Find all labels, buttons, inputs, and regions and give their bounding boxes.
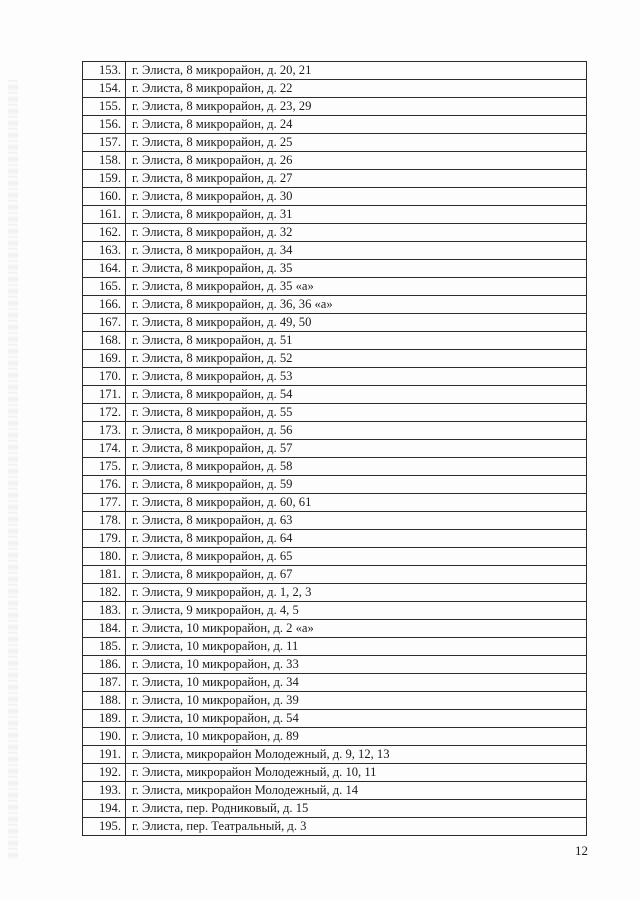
- table-row: [83, 134, 587, 152]
- row-number-cell: 166.: [83, 296, 126, 314]
- table-row: [83, 710, 587, 728]
- row-number-cell: 192.: [83, 764, 126, 782]
- row-number-cell: 177.: [83, 494, 126, 512]
- address-cell: г. Элиста, 8 микрорайон, д. 49, 50: [126, 314, 587, 332]
- row-number-cell: 171.: [83, 386, 126, 404]
- address-cell: г. Элиста, 8 микрорайон, д. 64: [126, 530, 587, 548]
- row-number-cell: 188.: [83, 692, 126, 710]
- address-cell: г. Элиста, 8 микрорайон, д. 36, 36 «а»: [126, 296, 587, 314]
- row-number-cell: 160.: [83, 188, 126, 206]
- row-number-cell: 178.: [83, 512, 126, 530]
- table-row: [83, 170, 587, 188]
- row-number-cell: 190.: [83, 728, 126, 746]
- table-row: [83, 620, 587, 638]
- row-number-cell: 179.: [83, 530, 126, 548]
- page-number: 12: [575, 843, 588, 858]
- table-row: [83, 566, 587, 584]
- row-number-cell: 174.: [83, 440, 126, 458]
- table-row: [83, 80, 587, 98]
- address-cell: г. Элиста, 9 микрорайон, д. 1, 2, 3: [126, 584, 587, 602]
- table-row: [83, 242, 587, 260]
- scan-edge-artifact: [8, 80, 18, 860]
- table-row: [83, 638, 587, 656]
- row-number-cell: 155.: [83, 98, 126, 116]
- row-number-cell: 159.: [83, 170, 126, 188]
- address-cell: г. Элиста, 8 микрорайон, д. 52: [126, 350, 587, 368]
- address-cell: г. Элиста, 8 микрорайон, д. 53: [126, 368, 587, 386]
- table-row: [83, 674, 587, 692]
- row-number-cell: 193.: [83, 782, 126, 800]
- address-cell: г. Элиста, 10 микрорайон, д. 39: [126, 692, 587, 710]
- row-number-cell: 170.: [83, 368, 126, 386]
- table-row: [83, 656, 587, 674]
- address-cell: г. Элиста, 10 микрорайон, д. 2 «а»: [126, 620, 587, 638]
- address-cell: г. Элиста, 8 микрорайон, д. 22: [126, 80, 587, 98]
- row-number-cell: 181.: [83, 566, 126, 584]
- address-cell: г. Элиста, 8 микрорайон, д. 58: [126, 458, 587, 476]
- address-cell: г. Элиста, 8 микрорайон, д. 27: [126, 170, 587, 188]
- address-cell: г. Элиста, 10 микрорайон, д. 11: [126, 638, 587, 656]
- table-row: [83, 116, 587, 134]
- address-cell: г. Элиста, микрорайон Молодежный, д. 10, 11: [126, 764, 587, 782]
- row-number-cell: 169.: [83, 350, 126, 368]
- table-row: [83, 512, 587, 530]
- table-row: [83, 386, 587, 404]
- table-row: [83, 692, 587, 710]
- address-cell: г. Элиста, 8 микрорайон, д. 65: [126, 548, 587, 566]
- address-cell: г. Элиста, 8 микрорайон, д. 35: [126, 260, 587, 278]
- address-cell: г. Элиста, 8 микрорайон, д. 54: [126, 386, 587, 404]
- address-table: [82, 61, 587, 836]
- row-number-cell: 187.: [83, 674, 126, 692]
- row-number-cell: 195.: [83, 818, 126, 836]
- table-row: [83, 764, 587, 782]
- address-cell: г. Элиста, 8 микрорайон, д. 31: [126, 206, 587, 224]
- row-number-cell: 189.: [83, 710, 126, 728]
- table-row: [83, 260, 587, 278]
- table-row: [83, 206, 587, 224]
- table-row: [83, 530, 587, 548]
- row-number-cell: 161.: [83, 206, 126, 224]
- row-number-cell: 191.: [83, 746, 126, 764]
- table-row: [83, 458, 587, 476]
- table-row: [83, 62, 587, 80]
- row-number-cell: 154.: [83, 80, 126, 98]
- row-number-cell: 153.: [83, 62, 126, 80]
- address-cell: г. Элиста, 8 микрорайон, д. 60, 61: [126, 494, 587, 512]
- row-number-cell: 175.: [83, 458, 126, 476]
- address-cell: г. Элиста, 10 микрорайон, д. 89: [126, 728, 587, 746]
- address-cell: г. Элиста, 8 микрорайон, д. 24: [126, 116, 587, 134]
- table-row: [83, 350, 587, 368]
- address-table-body: [83, 62, 587, 836]
- table-row: [83, 800, 587, 818]
- address-cell: г. Элиста, 8 микрорайон, д. 59: [126, 476, 587, 494]
- table-row: [83, 278, 587, 296]
- row-number-cell: 182.: [83, 584, 126, 602]
- row-number-cell: 186.: [83, 656, 126, 674]
- address-cell: г. Элиста, 8 микрорайон, д. 25: [126, 134, 587, 152]
- table-row: [83, 602, 587, 620]
- table-row: [83, 584, 587, 602]
- table-row: [83, 548, 587, 566]
- address-cell: г. Элиста, 8 микрорайон, д. 23, 29: [126, 98, 587, 116]
- address-cell: г. Элиста, пер. Театральный, д. 3: [126, 818, 587, 836]
- table-row: [83, 440, 587, 458]
- table-row: [83, 494, 587, 512]
- table-row: [83, 188, 587, 206]
- address-cell: г. Элиста, 8 микрорайон, д. 57: [126, 440, 587, 458]
- table-row: [83, 746, 587, 764]
- address-cell: г. Элиста, 8 микрорайон, д. 55: [126, 404, 587, 422]
- address-cell: г. Элиста, 10 микрорайон, д. 54: [126, 710, 587, 728]
- row-number-cell: 184.: [83, 620, 126, 638]
- table-row: [83, 782, 587, 800]
- row-number-cell: 165.: [83, 278, 126, 296]
- address-cell: г. Элиста, 8 микрорайон, д. 34: [126, 242, 587, 260]
- address-cell: г. Элиста, микрорайон Молодежный, д. 14: [126, 782, 587, 800]
- address-cell: г. Элиста, 8 микрорайон, д. 63: [126, 512, 587, 530]
- address-cell: г. Элиста, 8 микрорайон, д. 67: [126, 566, 587, 584]
- address-cell: г. Элиста, 8 микрорайон, д. 51: [126, 332, 587, 350]
- table-row: [83, 728, 587, 746]
- row-number-cell: 180.: [83, 548, 126, 566]
- table-row: [83, 404, 587, 422]
- row-number-cell: 157.: [83, 134, 126, 152]
- row-number-cell: 163.: [83, 242, 126, 260]
- row-number-cell: 167.: [83, 314, 126, 332]
- address-cell: г. Элиста, 8 микрорайон, д. 20, 21: [126, 62, 587, 80]
- row-number-cell: 194.: [83, 800, 126, 818]
- row-number-cell: 176.: [83, 476, 126, 494]
- table-row: [83, 152, 587, 170]
- address-cell: г. Элиста, 8 микрорайон, д. 26: [126, 152, 587, 170]
- address-cell: г. Элиста, 9 микрорайон, д. 4, 5: [126, 602, 587, 620]
- table-row: [83, 296, 587, 314]
- row-number-cell: 162.: [83, 224, 126, 242]
- row-number-cell: 173.: [83, 422, 126, 440]
- address-cell: г. Элиста, 10 микрорайон, д. 33: [126, 656, 587, 674]
- table-row: [83, 224, 587, 242]
- table-row: [83, 332, 587, 350]
- row-number-cell: 185.: [83, 638, 126, 656]
- table-row: [83, 314, 587, 332]
- address-cell: г. Элиста, 8 микрорайон, д. 30: [126, 188, 587, 206]
- table-row: [83, 476, 587, 494]
- row-number-cell: 183.: [83, 602, 126, 620]
- row-number-cell: 168.: [83, 332, 126, 350]
- table-row: [83, 98, 587, 116]
- address-cell: г. Элиста, 8 микрорайон, д. 56: [126, 422, 587, 440]
- table-row: [83, 368, 587, 386]
- row-number-cell: 172.: [83, 404, 126, 422]
- row-number-cell: 156.: [83, 116, 126, 134]
- address-cell: г. Элиста, пер. Родниковый, д. 15: [126, 800, 587, 818]
- table-row: [83, 818, 587, 836]
- row-number-cell: 158.: [83, 152, 126, 170]
- address-cell: г. Элиста, микрорайон Молодежный, д. 9, 12, 13: [126, 746, 587, 764]
- address-cell: г. Элиста, 8 микрорайон, д. 35 «а»: [126, 278, 587, 296]
- table-row: [83, 422, 587, 440]
- row-number-cell: 164.: [83, 260, 126, 278]
- address-cell: г. Элиста, 8 микрорайон, д. 32: [126, 224, 587, 242]
- address-cell: г. Элиста, 10 микрорайон, д. 34: [126, 674, 587, 692]
